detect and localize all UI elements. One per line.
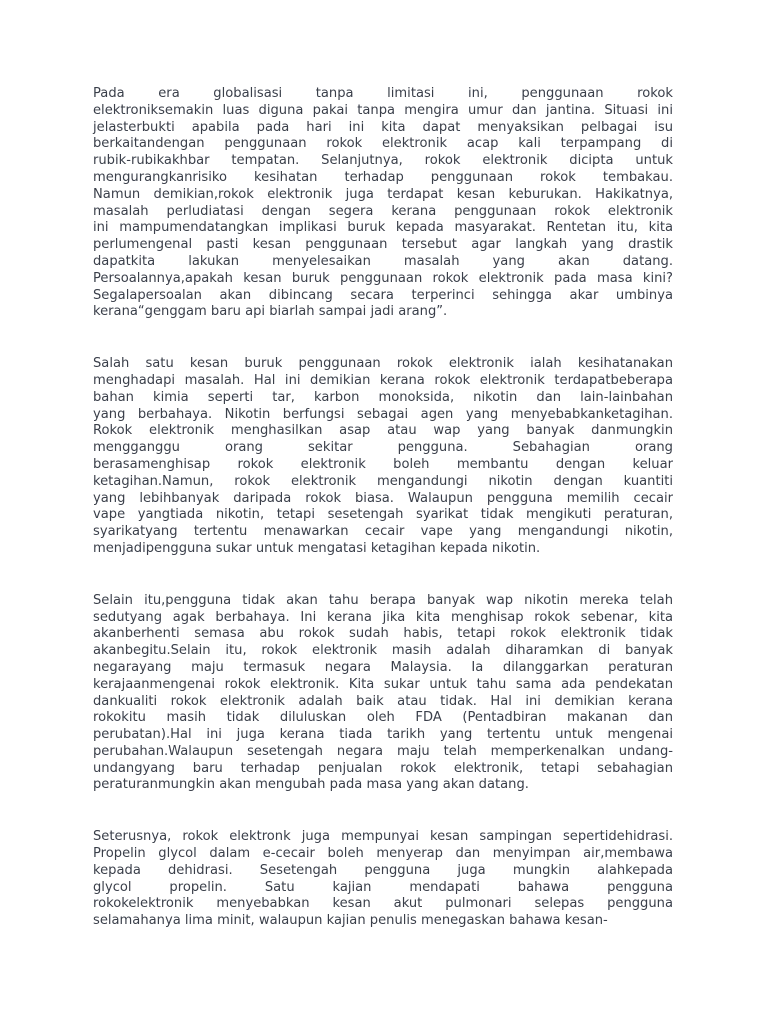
text-line: vape yangtiada nikotin, tetapi sesetengah syarikat tidak mengikuti peraturan,: [93, 507, 673, 523]
text-line: Namun demikian,rokok elektronik juga terdapat kesan keburukan. Hakikatnya,: [93, 186, 673, 202]
text-line: berkaitandengan penggunaan rokok elektronik acap kali terpampang di: [93, 136, 673, 152]
text-line: selamahanya lima minit, walaupun kajian penulis menegaskan bahawa kesan-: [93, 913, 608, 929]
text-line: Persoalannya,apakah kesan buruk penggunaan rokok elektronik pada masa kini?: [93, 270, 673, 286]
text-line: kepada dehidrasi. Sesetengah pengguna juga mungkin alahkepada: [93, 862, 673, 878]
text-line: masalah perludiatasi dengan segera kerana penggunaan rokok elektronik: [93, 203, 673, 219]
text-line: mengganggu orang sekitar pengguna. Sebahagian orang: [93, 440, 673, 456]
text-line: Salah satu kesan buruk penggunaan rokok elektronik ialah kesihatanakan: [93, 356, 673, 372]
text-line: Propelin glycol dalam e-cecair boleh menyerap dan menyimpan air,membawa: [93, 846, 673, 862]
text-line: glycol propelin. Satu kajian mendapati bahawa pengguna: [93, 879, 673, 895]
paragraph-introduction: [93, 86, 673, 321]
text-line: menjadipengguna sukar untuk mengatasi ketagihan kepada nikotin.: [93, 540, 541, 556]
paragraph-side-effects: [93, 829, 673, 930]
text-line: yang lebihbanyak daripada rokok biasa. Walaupun pengguna memilih cecair: [93, 490, 673, 506]
text-line: dapatkita lakukan menyelesaikan masalah yang akan datang.: [93, 253, 673, 269]
text-line: bahan kimia seperti tar, karbon monoksida, nikotin dan lain-lainbahan: [93, 389, 673, 405]
text-line: rokokitu masih tidak diluluskan oleh FDA (Pentadbiran makanan dan: [93, 710, 673, 726]
text-line: ketagihan.Namun, rokok elektronik mengandungi nikotin dengan kuantiti: [93, 473, 673, 489]
text-line: undangyang baru terhadap penjualan rokok elektronik, tetapi sebahagian: [93, 760, 673, 776]
text-line: akanbegitu.Selain itu, rokok elektronik masih adalah diharamkan di banyak: [93, 643, 673, 659]
paragraph-nicotine-regulation: [93, 593, 673, 795]
text-line: Rokok elektronik menghasilkan asap atau wap yang banyak danmungkin: [93, 423, 673, 439]
text-line: rokokelektronik menyebabkan kesan akut pulmonari selepas pengguna: [93, 896, 673, 912]
text-line: perubahan.Walaupun sesetengah negara maju telah memperkenalkan undang-: [93, 743, 673, 759]
text-line: perubatan).Hal ini juga kerana tiada tarikh yang tertentu untuk mengenai: [93, 727, 673, 743]
text-line: Pada era globalisasi tanpa limitasi ini, penggunaan rokok: [93, 86, 673, 101]
text-line: sedutyang agak berbahaya. Ini kerana jika kita menghisap rokok sebenar, kita: [93, 609, 673, 625]
text-line: menghadapi masalah. Hal ini demikian kerana rokok elektronik terdapatbeberapa: [93, 372, 673, 388]
text-line: negarayang maju termasuk negara Malaysia. Ia dilanggarkan peraturan: [93, 659, 673, 675]
text-line: dankualiti rokok elektronik adalah baik atau tidak. Hal ini demikian kerana: [93, 693, 673, 709]
text-line: kerajaanmengenai rokok elektronik. Kita sukar untuk tahu sama ada pendekatan: [93, 676, 673, 692]
text-line: mengurangkanrisiko kesihatan terhadap penggunaan rokok tembakau.: [93, 169, 673, 185]
text-line: Segalapersoalan akan dibincang secara terperinci sehingga akar umbinya: [93, 287, 673, 303]
text-line: jelasterbukti apabila pada hari ini kita dapat menyaksikan pelbagai isu: [93, 119, 673, 135]
text-line: akanberhenti semasa abu rokok sudah habis, tetapi rokok elektronik tidak: [93, 626, 673, 642]
text-line: elektroniksemakin luas diguna pakai tanpa mengira umur dan jantina. Situasi ini: [93, 102, 673, 118]
text-line: Seterusnya, rokok elektronk juga mempunyai kesan sampingan sepertidehidrasi.: [93, 829, 673, 845]
text-line: syarikatyang tertentu menawarkan cecair vape yang mengandungi nikotin,: [93, 524, 673, 540]
text-line: berasamenghisap rokok elektronik boleh membantu dengan keluar: [93, 456, 673, 472]
text-line: peraturanmungkin akan mengubah pada masa yang akan datang.: [93, 777, 529, 793]
text-line: yang berbahaya. Nikotin berfungsi sebagai agen yang menyebabkanketagihan.: [93, 406, 673, 422]
text-line: rubik-rubikakhbar tempatan. Selanjutnya, rokok elektronik dicipta untuk: [93, 153, 673, 169]
text-line: ini mampumendatangkan implikasi buruk kepada masyarakat. Rentetan itu, kita: [93, 220, 673, 236]
document-page: [93, 86, 673, 930]
text-line: Selain itu,pengguna tidak akan tahu berapa banyak wap nikotin mereka telah: [93, 592, 673, 608]
text-line: kerana“genggam baru api biarlah sampai jadi arang”.: [93, 304, 448, 320]
paragraph-health-effects: [93, 356, 673, 558]
text-line: perlumengenal pasti kesan penggunaan tersebut agar langkah yang drastik: [93, 237, 673, 253]
